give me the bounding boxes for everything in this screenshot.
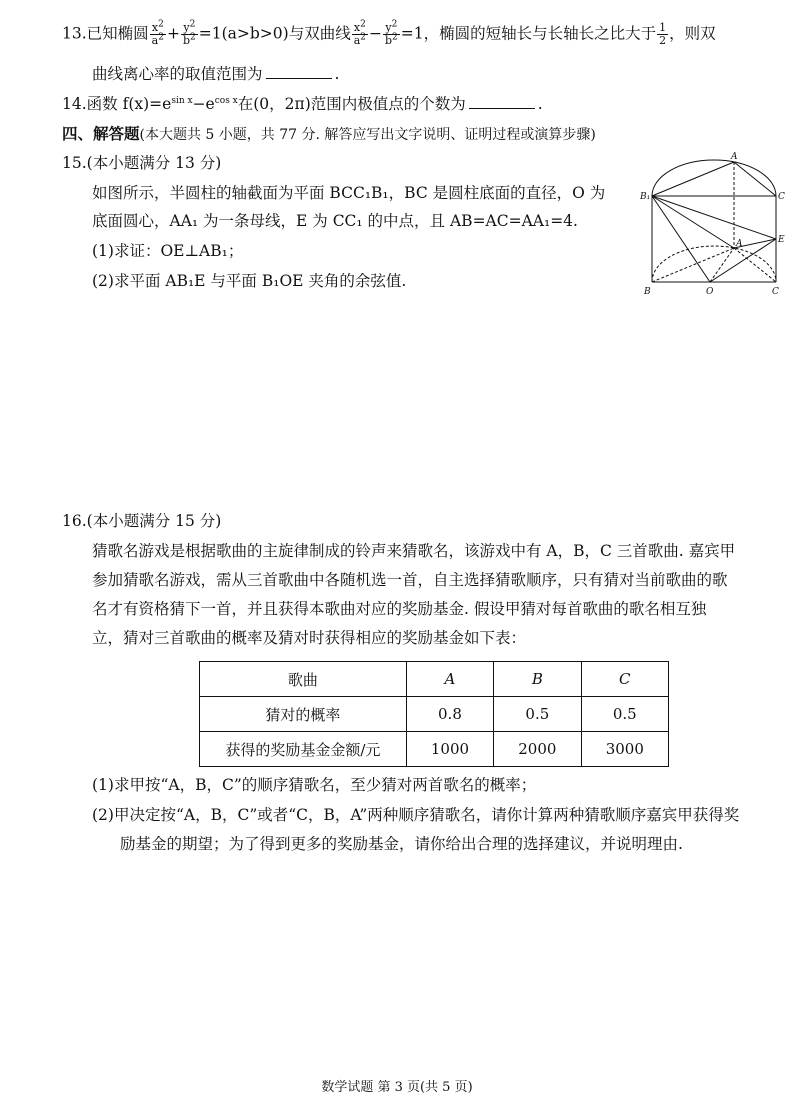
q15-header: 15.(本小题满分 13 分)	[62, 154, 222, 172]
label-a: A	[736, 239, 743, 249]
q16-part1: (1)求甲按“A，B，C”的顺序猜歌名，至少猜对两首歌名的概率；	[92, 776, 537, 794]
label-a1: A	[731, 152, 738, 162]
q16-header: 16.(本小题满分 15 分)	[62, 512, 222, 530]
one-half-fraction: $\frac{1}{2}$	[659, 21, 667, 48]
b1-a	[652, 196, 734, 248]
prize-table	[199, 661, 669, 767]
a1-c1	[734, 162, 776, 196]
table-row	[200, 697, 669, 732]
label-c: C	[772, 287, 779, 297]
section-title: 四、解答题	[62, 124, 140, 143]
ellipse-x-term: $\frac{x^2}{a^2}$	[151, 19, 164, 48]
table-cell: 获得的奖励基金金额/元	[200, 732, 407, 767]
q15-part2: (2)求平面 AB₁E 与平面 B₁OE 夹角的余弦值.	[92, 272, 407, 290]
table-cell: C	[581, 662, 668, 697]
table-cell: 0.5	[494, 697, 581, 732]
q13-line2: 曲线离心率的取值范围为 .	[92, 65, 340, 83]
section-four-heading	[62, 126, 596, 143]
q15-line2: 底面圆心，AA₁ 为一条母线，E 为 CC₁ 的中点，且 AB=AC=AA₁=4.	[92, 212, 578, 230]
hyperbola-y-term: $\frac{y^2}{b^2}$	[385, 19, 398, 48]
q16-part2-line2: 励基金的期望；为了得到更多的奖励基金，请你给出合理的选择建议，并说明理由.	[120, 835, 683, 853]
answer-blank	[469, 96, 535, 109]
table-cell: 歌曲	[200, 662, 407, 697]
table-cell: 2000	[494, 732, 581, 767]
table-cell: 猜对的概率	[200, 697, 407, 732]
b1-o	[652, 196, 710, 282]
label-e: E	[778, 235, 785, 245]
q16-part2-line1: (2)甲决定按“A，B，C”或者“C，B，A”两种顺序猜歌名，请你计算两种猜歌顺序嘉宾甲获得奖	[92, 806, 740, 824]
half-cylinder-figure	[640, 150, 786, 298]
section-description: (本大题共 5 小题，共 77 分. 解答应写出文字说明、证明过程或演算步骤)	[139, 127, 596, 143]
table-header-row	[200, 662, 669, 697]
q16-line1: 猜歌名游戏是根据歌曲的主旋律制成的铃声来猜歌名，该游戏中有 A，B，C 三首歌曲. 嘉宾甲	[92, 542, 736, 560]
ellipse-y-term: $\frac{y^2}{b^2}$	[182, 19, 196, 48]
o-e	[710, 239, 776, 282]
q16-line3: 名才有资格猜下一首，并且获得本歌曲对应的奖励基金. 假设甲猜对每首歌曲的歌名相互独	[92, 600, 707, 618]
q16-line4: 立，猜对三首歌曲的概率及猜对时获得相应的奖励基金如下表：	[92, 629, 527, 647]
q16-line2: 参加猜歌名游戏，需从三首歌曲中各随机选一首，自主选择猜歌顺序，只有猜对当前歌曲的歌	[92, 571, 728, 589]
answer-blank	[266, 66, 332, 79]
b1-e	[652, 196, 776, 239]
table-cell: 0.8	[406, 697, 493, 732]
table-cell: 0.5	[581, 697, 668, 732]
table-row	[200, 732, 669, 767]
table-cell: 3000	[581, 732, 668, 767]
a1-b1	[652, 162, 734, 196]
table-cell: B	[494, 662, 581, 697]
page-footer: 数学试题 第 3 页(共 5 页)	[321, 1080, 473, 1095]
q15-part1: (1)求证：OE⊥AB₁；	[92, 242, 244, 260]
label-b: B	[644, 287, 651, 297]
label-b1: B₁	[640, 192, 651, 202]
table-cell: A	[406, 662, 493, 697]
q14-line: 14.函数 $f(x)=e^{sin x}-e^{cos x}$在(0，2π)范围内极值点的个数为 .	[62, 95, 543, 113]
label-c1: C	[778, 192, 785, 202]
top-arc	[652, 160, 776, 196]
q15-line1: 如图所示，半圆柱的轴截面为平面 BCC₁B₁，BC 是圆柱底面的直径，O 为	[92, 184, 606, 202]
q13-line1: 13.已知椭圆 $\frac{x^2}{a^2}$ + $\frac{y^2}{b^2}$ =1(a>b>0)与双曲线 $\frac{x^2}{a^2}$ − $\frac{y^2}{b^2}$ =1，椭圆的短轴长与长轴长之比大于 $\frac{1}{2}$ ，则双	[62, 19, 716, 48]
table-cell: 1000	[406, 732, 493, 767]
q13-number: 13.	[62, 24, 87, 43]
hyperbola-x-term: $\frac{x^2}{a^2}$	[353, 19, 366, 48]
q14-number: 14.	[62, 95, 87, 113]
label-o: O	[706, 287, 714, 297]
